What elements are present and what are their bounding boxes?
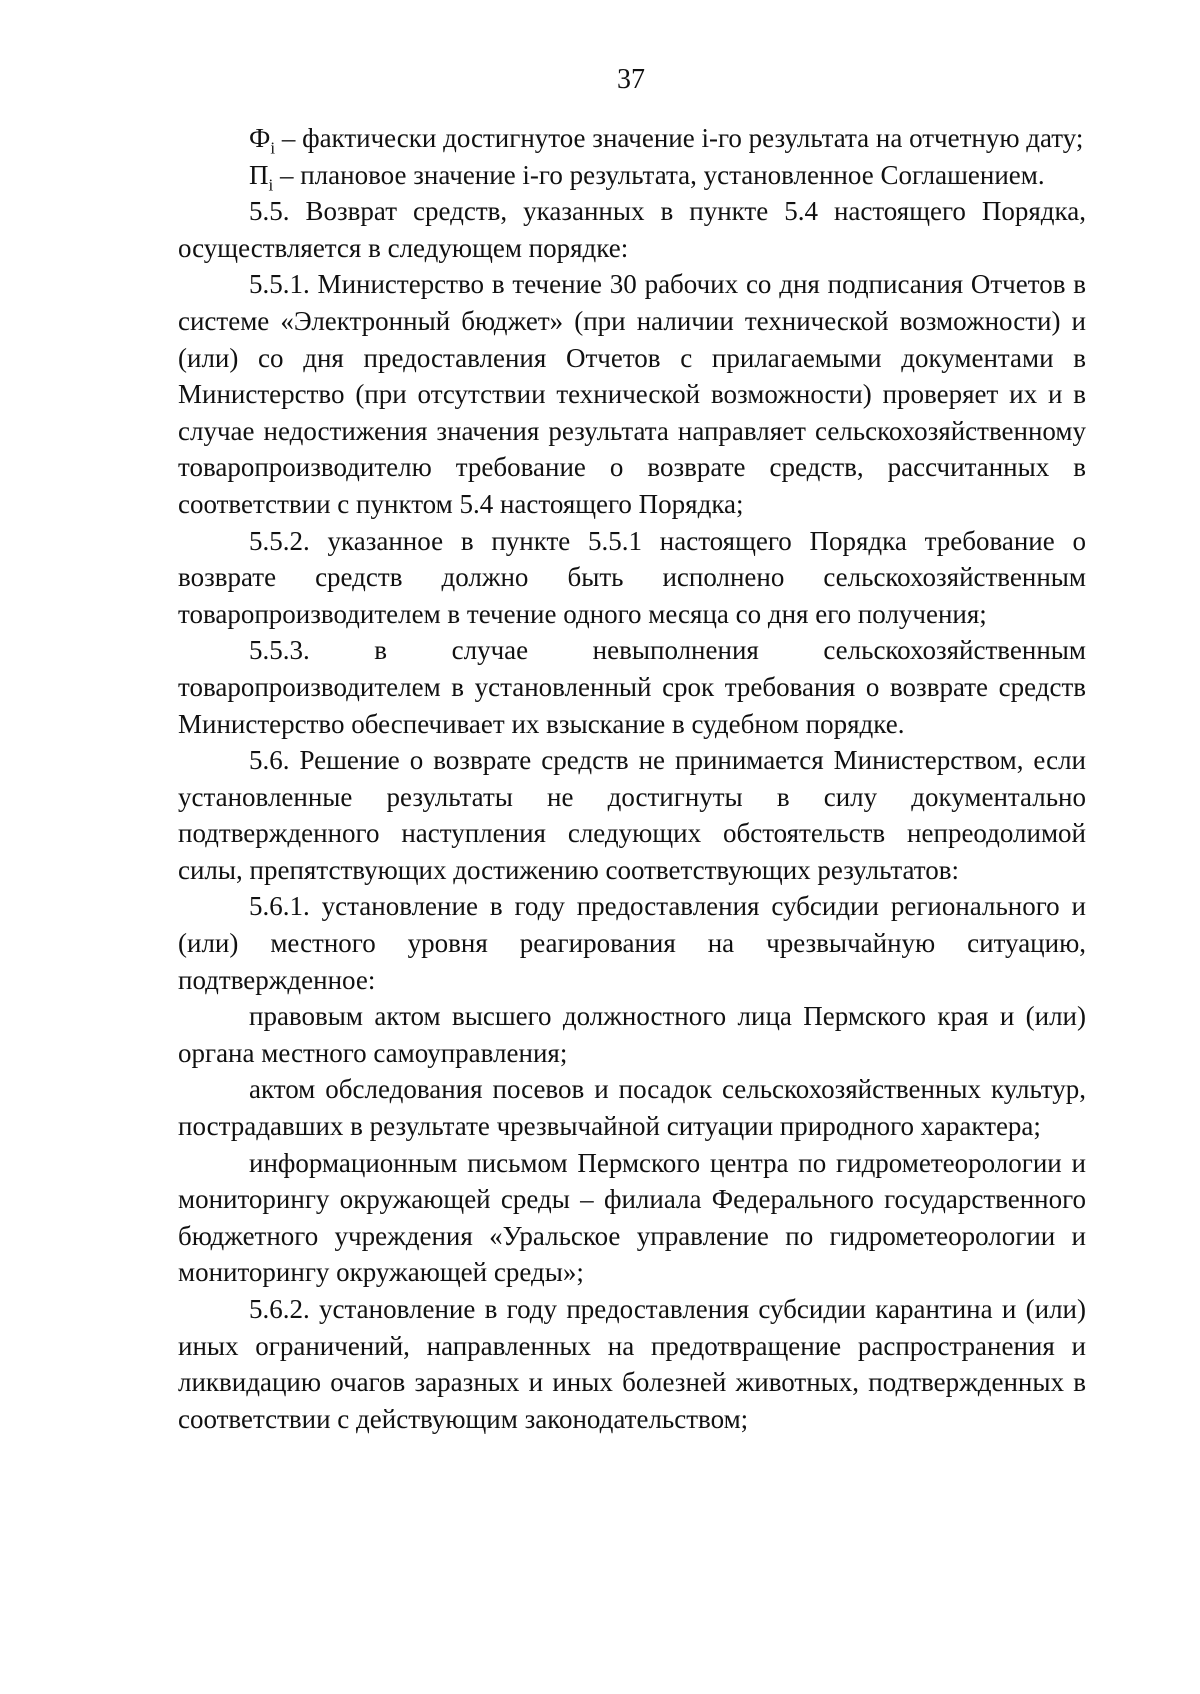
paragraph-5-5-3: 5.5.3. в случае невыполнения сельскохозяйственным товаропроизводителем в установленный срок требования о возврате средств Министерство обеспечивает их взыскание в судебном порядке. [178, 635, 1086, 739]
paragraph-5-6-2: 5.6.2. установление в году предоставления субсидии карантина и (или) иных ограничений, направленных на предотвращение распространения и ликвидацию очагов заразных и иных болезней животных, подтвержденных в соответствии с действующим законодательством; [178, 1294, 1086, 1434]
formula-symbol-f: Ф [249, 123, 271, 153]
paragraph-text: – плановое значение i-го результата, установленное Соглашением. [273, 159, 1045, 190]
page-number: 37 [617, 64, 645, 95]
paragraph-inspection-act: актом обследования посевов и посадок сельскохозяйственных культур, пострадавших в результате чрезвычайной ситуации природного характера; [178, 1074, 1086, 1142]
paragraph-5-5-2: 5.5.2. указанное в пункте 5.5.1 настоящего Порядка требование о возврате средств должно быть исполнено сельскохозяйственным товаропроизводителем в течение одного месяца со дня его получения; [178, 525, 1086, 629]
formula-subscript-f: i [270, 138, 276, 158]
paragraph-5-5: 5.5. Возврат средств, указанных в пункте 5.4 настоящего Порядка, осуществляется в следующем порядке: [178, 196, 1086, 263]
paragraph-formula-f [178, 120, 1086, 157]
document-body [178, 120, 1086, 1437]
paragraph-formula-p [178, 157, 1086, 194]
formula-subscript-p: i [268, 174, 274, 194]
paragraph-legal-act: правовым актом высшего должностного лица Пермского края и (или) органа местного самоуправления; [178, 1001, 1086, 1068]
paragraph-5-5-1: 5.5.1. Министерство в течение 30 рабочих со дня подписания Отчетов в системе «Электронный бюджет» (при наличии технической возможности) и (или) со дня предоставления Отчетов с прилагаемыми документами в Министерство (при отсутствии технической возможности) проверяет их и в случае недостижения значения результата направляет сельскохозяйственному товаропроизводителю требование о возврате средств, рассчитанных в соответствии с пунктом 5.4 настоящего Порядка; [178, 269, 1086, 519]
formula-symbol-p: П [249, 159, 269, 190]
paragraph-5-6: 5.6. Решение о возврате средств не принимается Министерством, если установленные результаты не достигнуты в силу документально подтвержденного наступления следующих обстоятельств непреодолимой силы, препятствующих достижению соответствующих результатов: [178, 745, 1086, 885]
paragraph-5-6-1: 5.6.1. установление в году предоставления субсидии регионального и (или) местного уровня реагирования на чрезвычайную ситуацию, подтвержденное: [178, 891, 1086, 995]
paragraph-text: – фактически достигнутое значение i-го результата на отчетную дату; [275, 123, 1084, 153]
paragraph-info-letter: информационным письмом Пермского центра по гидрометеорологии и мониторингу окружающей среды – филиала Федерального государственного бюджетного учреждения «Уральское управление по гидрометеорологии и мониторингу окружающей среды»; [178, 1147, 1086, 1288]
